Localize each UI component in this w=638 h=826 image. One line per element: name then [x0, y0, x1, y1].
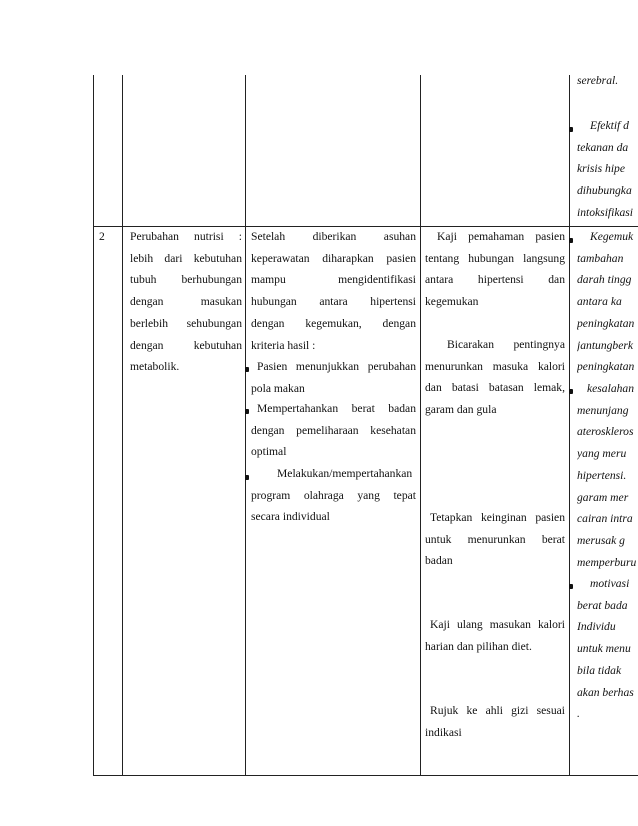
- criteria-line: Mempertahankan berat badan: [257, 402, 416, 415]
- outcome-line: Setelah diberikan asuhan: [251, 230, 416, 243]
- rationale-line: peningkatan: [577, 316, 635, 330]
- intervention-line: Kaji ulang masukan kalori: [430, 618, 565, 631]
- outcome-line: dengan kegemukan, dengan: [251, 316, 416, 330]
- intervention-item: [425, 334, 565, 421]
- rationale-item: [577, 378, 638, 573]
- bullet-icon: [569, 584, 573, 589]
- rationale-line: antara ka: [577, 295, 622, 309]
- rationale-line: darah tingg: [577, 273, 632, 287]
- bullet-icon: [569, 238, 573, 243]
- rationale-line: akan berhas: [577, 685, 634, 699]
- criteria-item: [251, 398, 416, 463]
- intervention-line: garam dan gula: [425, 403, 497, 417]
- prev-rationale-top-line: serebral.: [577, 74, 619, 87]
- criteria-line: dengan pemeliharaan kesehatan: [251, 423, 416, 437]
- rationale-item: [577, 573, 638, 725]
- row-number: 2: [99, 230, 105, 243]
- criteria-line: optimal: [251, 445, 287, 459]
- rationale-line: ateroskleros: [577, 425, 634, 439]
- rationale-line: merusak g: [577, 533, 625, 547]
- outcome-intro: [251, 226, 416, 356]
- diagnosis-cell: [130, 226, 242, 378]
- intervention-line: Tetapkan keinginan pasien: [430, 511, 565, 524]
- intervention-line: kegemukan: [425, 295, 479, 309]
- bullet-icon: [245, 475, 249, 480]
- bullet-icon: [245, 409, 249, 414]
- outcome-line: mampu mengidentifikasi: [251, 273, 416, 287]
- prev-rationale-line: krisis hipe: [577, 162, 625, 176]
- table-border-bottom: [93, 775, 638, 776]
- outcome-line: keperawatan diharapkan pasien: [251, 251, 416, 265]
- prev-rationale-line: intoksifikasi: [577, 205, 634, 219]
- rationale-item: [577, 226, 638, 378]
- intervention-line: indikasi: [425, 725, 462, 739]
- prev-rationale-cell: [577, 70, 638, 92]
- intervention-line: harian dan pilihan diet.: [425, 639, 532, 653]
- prev-rationale-bullet: [577, 115, 638, 224]
- criteria-line: Melakukan/mempertahankan: [277, 467, 413, 480]
- criteria-item: [251, 356, 416, 399]
- diagnosis-line: berlebih sehubungan: [130, 316, 242, 330]
- intervention-item: [425, 614, 565, 657]
- intervention-line: antara hipertensi dan: [425, 273, 565, 287]
- bullet-icon: [245, 367, 249, 372]
- diagnosis-line: lebih dari kebutuhan: [130, 251, 242, 265]
- table-divider-col4: [569, 75, 570, 776]
- intervention-line: Kaji pemahaman pasien: [437, 230, 565, 243]
- bullet-icon: [569, 127, 573, 132]
- table-border-left: [93, 75, 94, 776]
- bullet-icon: [569, 389, 573, 394]
- diagnosis-line: tubuh berhubungan: [130, 273, 242, 287]
- rationale-line: memperburu: [577, 555, 637, 569]
- outcome-line: kriteria hasil :: [251, 338, 316, 352]
- intervention-line: Bicarakan pentingnya: [447, 338, 565, 351]
- rationale-line: berat bada: [577, 598, 628, 612]
- intervention-line: menurunkan masuka kalori: [425, 359, 565, 373]
- intervention-item: [425, 226, 565, 313]
- criteria-item: [251, 463, 416, 528]
- rationale-line: motivasi: [590, 577, 630, 590]
- table-divider-col3: [420, 75, 421, 776]
- prev-rationale-line: Efektif d: [590, 119, 629, 132]
- intervention-line: badan: [425, 554, 453, 568]
- rationale-line: hipertensi.: [577, 468, 627, 482]
- diagnosis-line: dengan masukan: [130, 295, 242, 309]
- rationale-line: menunjang: [577, 403, 629, 417]
- rationale-line: peningkatan: [577, 360, 635, 374]
- rationale-line: cairan intra: [577, 512, 633, 526]
- rationale-line: bila tidak: [577, 663, 622, 677]
- intervention-line: tentang hubungan langsung: [425, 251, 565, 265]
- rationale-line: .: [577, 707, 580, 721]
- criteria-line: pola makan: [251, 381, 305, 395]
- intervention-line: Rujuk ke ahli gizi sesuai: [430, 704, 565, 717]
- criteria-line: Pasien menunjukkan perubahan: [257, 360, 416, 373]
- rationale-line: yang meru: [577, 447, 627, 461]
- rationale-line: kesalahan: [587, 382, 635, 395]
- intervention-line: untuk menurunkan berat: [425, 532, 565, 546]
- rationale-line: tambahan: [577, 251, 624, 265]
- rationale-line: Individu: [577, 620, 616, 634]
- intervention-item: [425, 700, 565, 743]
- rationale-line: Kegemuk: [590, 230, 634, 243]
- outcome-line: hubungan antara hipertensi: [251, 295, 416, 309]
- intervention-line: dan batasi batasan lemak,: [425, 381, 565, 395]
- criteria-line: program olahraga yang tepat: [251, 488, 416, 502]
- table-divider-col1: [122, 75, 123, 776]
- criteria-line: secara individual: [251, 510, 330, 524]
- table-divider-col2: [245, 75, 246, 776]
- prev-rationale-line: tekanan da: [577, 140, 629, 154]
- diagnosis-line: Perubahan nutrisi :: [130, 230, 242, 243]
- rationale-line: jantungberk: [577, 338, 634, 352]
- rationale-line: untuk menu: [577, 642, 631, 656]
- prev-rationale-line: dihubungka: [577, 184, 632, 198]
- diagnosis-line: dengan kebutuhan: [130, 338, 242, 352]
- intervention-item: [425, 507, 565, 572]
- diagnosis-line: metabolik.: [130, 360, 180, 374]
- rationale-line: garam mer: [577, 490, 629, 504]
